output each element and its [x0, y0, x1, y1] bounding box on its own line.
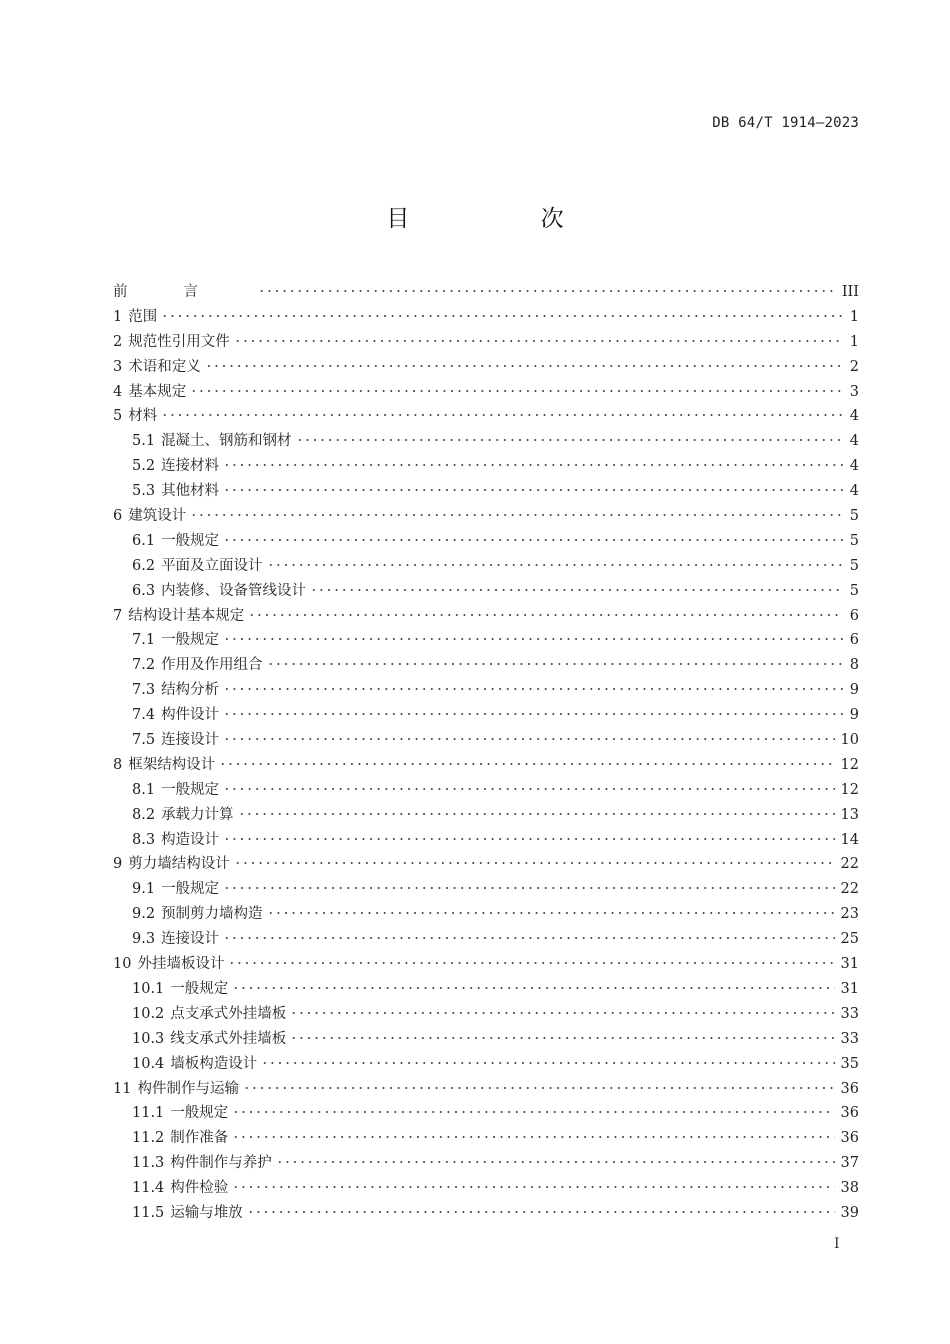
toc-entry-number: 6.3 [132, 582, 156, 599]
toc-leader-dots [223, 838, 834, 840]
toc-entry-number: 9.2 [132, 906, 156, 923]
toc-entry-label: 前言 [113, 284, 254, 300]
toc-entry-number: 10 [113, 956, 132, 973]
toc-entry-label: 构件设计 [161, 707, 220, 724]
toc-entry-number: 7.4 [132, 707, 156, 724]
toc-leader-dots [290, 1037, 834, 1039]
toc-section-entry[interactable] [113, 828, 859, 853]
toc-entry-number: 10.1 [132, 980, 165, 997]
toc-entry-page: 38 [840, 1180, 859, 1197]
toc-entry-page: 14 [840, 831, 859, 848]
toc-entry-page: 9 [849, 707, 859, 724]
toc-entry-page: 4 [849, 483, 859, 500]
toc-leader-dots [267, 663, 843, 665]
toc-entry-label: 一般规定 [170, 1105, 229, 1122]
toc-leader-dots [267, 564, 843, 566]
toc-entry-page: 33 [840, 1005, 859, 1022]
toc-entry-number: 11 [113, 1080, 132, 1097]
toc-leader-dots [223, 937, 834, 939]
toc-leader-dots [238, 813, 835, 815]
toc-entry-label: 规范性引用文件 [128, 333, 230, 350]
toc-entry-page: 37 [840, 1155, 859, 1172]
toc-entry-label: 点支承式外挂墙板 [170, 1005, 287, 1022]
toc-section-entry[interactable] [113, 1002, 859, 1027]
toc-entry-label: 结构分析 [161, 682, 220, 699]
toc-entry-page: 12 [840, 781, 859, 798]
toc-entry-label: 制作准备 [170, 1130, 229, 1147]
toc-section-entry[interactable] [113, 1126, 859, 1151]
toc-entry-label: 连接设计 [161, 931, 220, 948]
toc-entry-page: 31 [840, 980, 859, 997]
toc-entry-page: 23 [840, 906, 859, 923]
toc-chapter-entry[interactable] [113, 330, 859, 355]
toc-entry-label: 线支承式外挂墙板 [170, 1030, 287, 1047]
toc-entry-label: 基本规定 [128, 383, 187, 400]
toc-entry-number: 11.3 [132, 1155, 165, 1172]
toc-entry-number: 9.1 [132, 881, 156, 898]
toc-entry-page: 25 [840, 931, 859, 948]
toc-entry-page: 2 [849, 358, 859, 375]
toc-entry-label: 材料 [128, 408, 158, 425]
toc-chapter-entry[interactable] [113, 753, 859, 778]
toc-entry-number: 7.1 [132, 632, 156, 649]
toc-entry-label: 一般规定 [161, 881, 220, 898]
toc-entry-page: 22 [840, 881, 859, 898]
toc-entry-number: 4 [113, 383, 123, 400]
page-number: I [834, 1236, 840, 1252]
toc-leader-dots [232, 1111, 834, 1113]
toc-chapter-entry[interactable] [113, 504, 859, 529]
toc-leader-dots [247, 1211, 835, 1213]
toc-entry-page: 36 [840, 1105, 859, 1122]
toc-entry-number: 7.3 [132, 682, 156, 699]
toc-entry-number: 8 [113, 756, 123, 773]
toc-entry-number: 10.4 [132, 1055, 165, 1072]
toc-entry-page: 5 [849, 532, 859, 549]
toc-entry-page: 4 [849, 408, 859, 425]
toc-entry-label: 构件检验 [170, 1180, 229, 1197]
toc-leader-dots [267, 912, 835, 914]
toc-entry-page: III [841, 284, 859, 300]
toc-leader-dots [232, 1186, 834, 1188]
toc-leader-dots [228, 962, 834, 964]
toc-chapter-entry[interactable] [113, 852, 859, 877]
toc-entry-label: 建筑设计 [128, 508, 187, 525]
toc-title: 目 次 [386, 206, 626, 232]
toc-entry-number: 10.2 [132, 1005, 165, 1022]
toc-leader-dots [276, 1161, 835, 1163]
toc-leader-dots [290, 1012, 834, 1014]
toc-section-entry[interactable] [113, 628, 859, 653]
toc-entry-number: 1 [113, 308, 123, 325]
toc-entry-label: 承载力计算 [161, 806, 234, 823]
toc-entry-page: 4 [849, 433, 859, 450]
toc-section-entry[interactable] [113, 1201, 859, 1226]
toc-entry-page: 13 [840, 806, 859, 823]
toc-entry-page: 5 [849, 582, 859, 599]
toc-entry-number: 11.5 [132, 1204, 165, 1221]
toc-leader-dots [261, 1062, 834, 1064]
toc-entry-number: 8.1 [132, 781, 156, 798]
toc-leader-dots [223, 688, 843, 690]
toc-entry-label: 一般规定 [161, 632, 220, 649]
toc-leader-dots [223, 887, 834, 889]
toc-entry-page: 5 [849, 557, 859, 574]
toc-leader-dots [190, 390, 843, 392]
toc-section-entry[interactable] [113, 728, 859, 753]
toc-leader-dots [243, 1087, 835, 1089]
toc-entry-number: 11.1 [132, 1105, 165, 1122]
toc-entry-number: 9 [113, 856, 123, 873]
toc-entry-label: 连接材料 [161, 458, 220, 475]
toc-entry-number: 5 [113, 408, 123, 425]
toc-entry-label: 构件制作与运输 [137, 1080, 239, 1097]
toc-chapter-entry[interactable] [113, 404, 859, 429]
toc-leader-dots [258, 290, 836, 292]
toc-entry-number: 10.3 [132, 1030, 165, 1047]
toc-entry-page: 10 [840, 732, 859, 749]
toc-entry-page: 39 [840, 1204, 859, 1221]
toc-leader-dots [248, 614, 843, 616]
toc-entry-label: 框架结构设计 [128, 756, 216, 773]
toc-leader-dots [223, 788, 834, 790]
toc-entry-number: 2 [113, 333, 123, 350]
toc-entry-label: 预制剪力墙构造 [161, 906, 263, 923]
toc-entry-label: 连接设计 [161, 732, 220, 749]
toc-section-entry[interactable] [113, 877, 859, 902]
toc-entry-label: 作用及作用组合 [161, 657, 263, 674]
toc-chapter-entry[interactable] [113, 380, 859, 405]
toc-entry-page: 36 [840, 1130, 859, 1147]
toc-section-entry[interactable] [113, 703, 859, 728]
toc-section-entry[interactable] [113, 803, 859, 828]
toc-leader-dots [161, 315, 843, 317]
toc-chapter-entry[interactable] [113, 355, 859, 380]
toc-leader-dots [310, 589, 843, 591]
toc-leader-dots [223, 738, 834, 740]
toc-section-entry[interactable] [113, 579, 859, 604]
toc-entry-label: 构件制作与养护 [170, 1155, 272, 1172]
toc-entry-number: 9.3 [132, 931, 156, 948]
toc-leader-dots [223, 638, 843, 640]
toc-entry-number: 11.4 [132, 1180, 165, 1197]
toc-entry-number: 7 [113, 607, 123, 624]
toc-entry-number: 5.3 [132, 483, 156, 500]
toc-section-entry[interactable] [113, 778, 859, 803]
toc-entry-page: 1 [849, 333, 859, 350]
toc-entry-page: 9 [849, 682, 859, 699]
toc-chapter-entry[interactable] [113, 280, 859, 305]
toc-entry-label: 内装修、设备管线设计 [161, 582, 307, 599]
toc-entry-label: 平面及立面设计 [161, 557, 263, 574]
toc-section-entry[interactable] [113, 1176, 859, 1201]
toc-entry-number: 8.2 [132, 806, 156, 823]
toc-chapter-entry[interactable] [113, 952, 859, 977]
toc-entry-page: 22 [840, 856, 859, 873]
toc-section-entry[interactable] [113, 653, 859, 678]
toc-entry-label: 构造设计 [161, 831, 220, 848]
toc-chapter-entry[interactable] [113, 1077, 859, 1102]
toc-entry-page: 33 [840, 1030, 859, 1047]
toc-entry-number: 5.2 [132, 458, 156, 475]
toc-leader-dots [223, 539, 843, 541]
toc-entry-label: 剪力墙结构设计 [128, 856, 230, 873]
toc-section-entry[interactable] [113, 977, 859, 1002]
toc-entry-label: 墙板构造设计 [170, 1055, 258, 1072]
toc-entry-page: 4 [849, 458, 859, 475]
toc-section-entry[interactable] [113, 927, 859, 952]
toc-entry-label: 一般规定 [161, 532, 220, 549]
toc-leader-dots [296, 439, 843, 441]
toc-leader-dots [234, 340, 843, 342]
toc-entry-page: 6 [849, 607, 859, 624]
toc-leader-dots [232, 1136, 834, 1138]
toc-leader-dots [223, 464, 843, 466]
toc-entry-label: 混凝土、钢筋和钢材 [161, 433, 292, 450]
toc-entry-page: 1 [849, 308, 859, 325]
toc-entry-label: 外挂墙板设计 [137, 956, 225, 973]
toc-chapter-entry[interactable] [113, 604, 859, 629]
toc-leader-dots [190, 514, 843, 516]
toc-section-entry[interactable] [113, 1101, 859, 1126]
toc-entry-number: 3 [113, 358, 123, 375]
toc-entry-label: 一般规定 [170, 980, 229, 997]
toc-entry-number: 8.3 [132, 831, 156, 848]
toc-entry-number: 6 [113, 508, 123, 525]
toc-entry-page: 31 [840, 956, 859, 973]
toc-entry-page: 3 [849, 383, 859, 400]
toc-entry-number: 7.5 [132, 732, 156, 749]
toc-entry-label: 一般规定 [161, 781, 220, 798]
toc-section-entry[interactable] [113, 1151, 859, 1176]
toc-chapter-entry[interactable] [113, 305, 859, 330]
toc-entry-page: 35 [840, 1055, 859, 1072]
toc-entry-number: 6.1 [132, 532, 156, 549]
toc-section-entry[interactable] [113, 429, 859, 454]
toc-section-entry[interactable] [113, 1027, 859, 1052]
toc-entry-page: 8 [849, 657, 859, 674]
toc-leader-dots [223, 489, 843, 491]
toc-leader-dots [234, 862, 835, 864]
toc-leader-dots [161, 414, 843, 416]
toc-entry-page: 5 [849, 508, 859, 525]
toc-entry-number: 7.2 [132, 657, 156, 674]
toc-entry-number: 5.1 [132, 433, 156, 450]
toc-entry-number: 11.2 [132, 1130, 165, 1147]
toc-leader-dots [219, 763, 834, 765]
toc-section-entry[interactable] [113, 529, 859, 554]
toc-entry-number: 6.2 [132, 557, 156, 574]
toc-leader-dots [223, 713, 843, 715]
toc-entry-page: 36 [840, 1080, 859, 1097]
toc-section-entry[interactable] [113, 678, 859, 703]
toc-entry-page: 6 [849, 632, 859, 649]
toc-section-entry[interactable] [113, 454, 859, 479]
toc-section-entry[interactable] [113, 554, 859, 579]
toc-entry-label: 其他材料 [161, 483, 220, 500]
document-code: DB 64/T 1914—2023 [712, 115, 859, 131]
toc-entry-label: 范围 [128, 308, 158, 325]
toc-entry-label: 结构设计基本规定 [128, 607, 245, 624]
toc-leader-dots [232, 987, 834, 989]
toc-entry-label: 运输与堆放 [170, 1204, 243, 1221]
toc-entry-page: 12 [840, 756, 859, 773]
table-of-contents [113, 280, 859, 1226]
toc-leader-dots [205, 365, 843, 367]
toc-section-entry[interactable] [113, 902, 859, 927]
toc-section-entry[interactable] [113, 479, 859, 504]
toc-section-entry[interactable] [113, 1052, 859, 1077]
toc-entry-label: 术语和定义 [128, 358, 201, 375]
